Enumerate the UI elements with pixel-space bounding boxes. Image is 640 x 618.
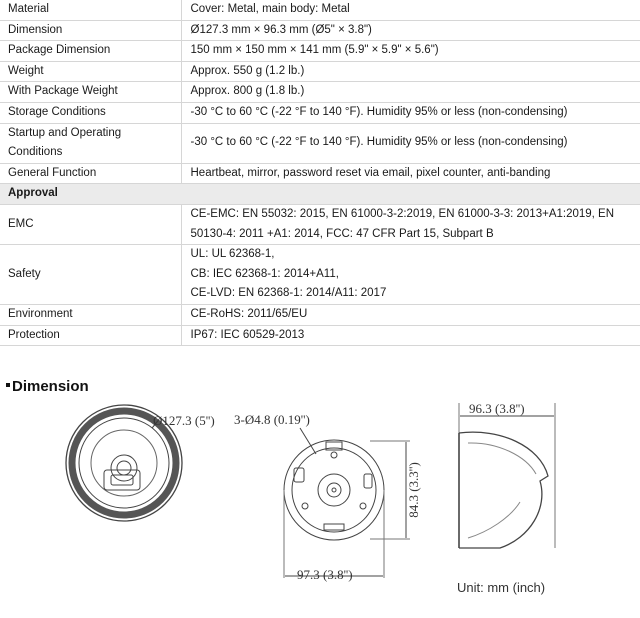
spec-key [0,163,181,184]
line: CB: IEC 62368-1: 2014+A11, [190,267,339,280]
line: Safety [8,267,41,280]
side-depth-label: 96.3 (3.8'') [469,401,525,416]
spec-value [181,123,640,163]
spec-key [0,325,181,346]
spec-value [181,204,640,244]
line: 150 mm × 150 mm × 141 mm (5.9" × 5.9" × 5.6") [190,44,439,57]
line: CE-EMC: EN 55032: 2015, EN 61000-3-2:2019, EN 61000-3-3: 2013+A1:2019, EN [190,207,615,220]
spec-row [0,123,640,163]
approval-title: Approval [0,184,181,205]
line: CE-LVD: EN 62368-1: 2014/A11: 2017 [190,287,387,300]
line: CE-RoHS: 2011/65/EU [190,307,308,320]
line: Cover: Metal, main body: Metal [190,3,350,15]
spec-value [181,325,640,346]
spec-value [181,0,640,20]
spec-row [0,325,640,346]
line: Dimension [8,23,63,36]
line: Environment [8,307,73,320]
spec-key [0,102,181,123]
spec-row [0,245,640,305]
spec-key [0,245,181,305]
line: Approx. 800 g (1.8 lb.) [190,85,305,98]
spec-key [0,41,181,62]
line: Protection [8,328,60,341]
spec-key [0,82,181,103]
line: With Package Weight [8,85,118,98]
spec-row [0,20,640,41]
spec-row [0,163,640,184]
base-width-label: 97.3 (3.8'') [297,567,353,582]
spec-row [0,0,640,20]
spec-row [0,61,640,82]
spec-key [0,123,181,163]
line: IP67: IEC 60529-2013 [190,328,305,341]
dimension-heading-text: Dimension [12,378,89,395]
spec-row [0,41,640,62]
approval-header-empty [181,184,640,205]
spec-key [0,0,181,20]
spec-key [0,20,181,41]
spec-value [181,82,640,103]
spec-row [0,304,640,325]
spec-key [0,304,181,325]
base-view [234,412,421,582]
spec-value [181,61,640,82]
holes-label: 3-Ø4.8 (0.19'') [234,412,310,427]
spec-key [0,204,181,244]
spec-value [181,102,640,123]
line: Weight [8,64,44,77]
line: Material [8,3,49,15]
approval-section-header [0,184,640,205]
base-height-label: 84.3 (3.3'') [406,462,421,518]
line: 50130-4: 2011 +A1: 2014, FCC: 47 CFR Part 15, Subpart B [190,227,494,240]
spec-row [0,102,640,123]
line: Conditions [8,146,63,159]
spec-value [181,163,640,184]
line: UL: UL 62368-1, [190,248,275,261]
line: Heartbeat, mirror, password reset via email, pixel counter, anti-banding [190,166,551,179]
dimension-drawing [0,398,640,618]
side-view [457,401,555,595]
spec-value [181,41,640,62]
line: Storage Conditions [8,105,106,118]
line: Package Dimension [8,44,111,57]
line: Startup and Operating [8,126,122,139]
spec-value [181,245,640,305]
line: EMC [8,217,34,230]
bullet-icon [6,383,10,387]
line: -30 °C to 60 °C (-22 °F to 140 °F). Humidity 95% or less (non-condensing) [190,136,568,149]
unit-label: Unit: mm (inch) [457,580,546,595]
spec-value [181,304,640,325]
line: Ø127.3 mm × 96.3 mm (Ø5" × 3.8") [190,23,372,36]
dimension-heading [6,378,89,395]
spec-key [0,61,181,82]
front-view [66,405,215,521]
spec-value [181,20,640,41]
line: -30 °C to 60 °C (-22 °F to 140 °F). Humidity 95% or less (non-condensing) [190,105,568,118]
line: Approx. 550 g (1.2 lb.) [190,64,305,77]
spec-row [0,82,640,103]
front-diameter-label: Ø127.3 (5'') [153,413,215,428]
line: General Function [8,166,97,179]
spec-row [0,204,640,244]
